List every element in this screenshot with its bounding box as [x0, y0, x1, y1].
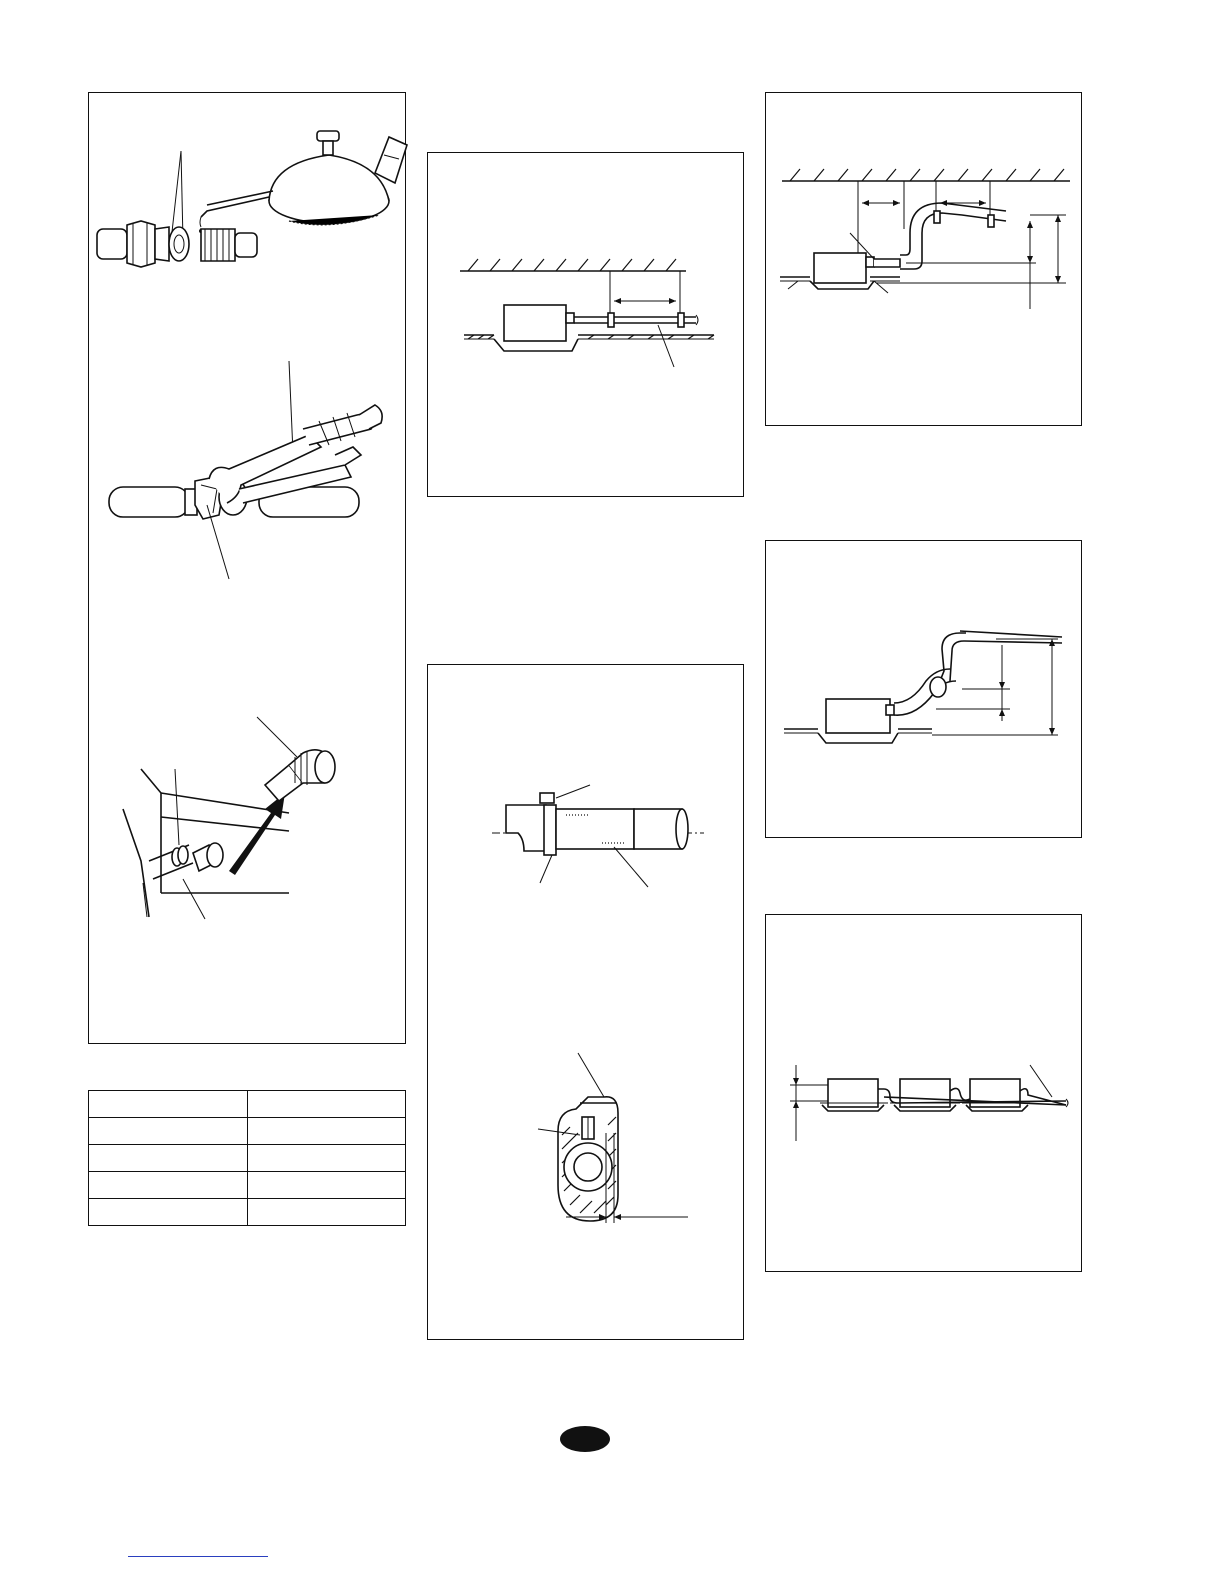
riser-height-drawing: [766, 541, 1083, 839]
figure-pipe-run: [427, 152, 744, 497]
insulation-drawing: [428, 665, 745, 1341]
table-cell: [89, 1172, 248, 1199]
table-cell: [247, 1172, 406, 1199]
table-row: [89, 1145, 406, 1172]
table-row: [89, 1118, 406, 1145]
spec-table: [88, 1090, 406, 1226]
indoor-unit-icon: [504, 305, 566, 341]
flare-connection-drawing: [89, 93, 407, 1045]
table-cell: [247, 1118, 406, 1145]
figure-flare-connection: [88, 92, 406, 1044]
figure-multi-unit: [765, 914, 1082, 1272]
multi-unit-drawing: [766, 915, 1083, 1273]
figure-insulation: [427, 664, 744, 1340]
table-cell: [247, 1199, 406, 1226]
table-cell: [247, 1091, 406, 1118]
flare-nut-icon: [97, 221, 189, 267]
wrench-icon: [109, 361, 382, 519]
figure-riser-height: [765, 540, 1082, 838]
pipe-run-drawing: [428, 153, 745, 498]
indoor-unit-icon: [826, 699, 890, 733]
union-fitting-icon: [201, 229, 257, 261]
table-row: [89, 1091, 406, 1118]
table-cell: [89, 1199, 248, 1226]
pipe-riser-drawing: [766, 93, 1083, 427]
table-cell: [89, 1145, 248, 1172]
table-cell: [89, 1118, 248, 1145]
footer-link-rule: [128, 1556, 268, 1557]
insulation-cross-section-icon: [558, 1097, 618, 1221]
page-number-badge: [560, 1426, 610, 1452]
pipe-connection-icon: [123, 750, 335, 917]
leader-line: [175, 769, 179, 845]
table-cell: [89, 1091, 248, 1118]
table-cell: [247, 1145, 406, 1172]
leader-line: [257, 717, 297, 757]
indoor-unit-icon: [814, 253, 866, 283]
leader-line: [183, 879, 205, 919]
table-row: [89, 1172, 406, 1199]
leader-line: [207, 505, 229, 579]
table-row: [89, 1199, 406, 1226]
figure-pipe-riser: [765, 92, 1082, 426]
